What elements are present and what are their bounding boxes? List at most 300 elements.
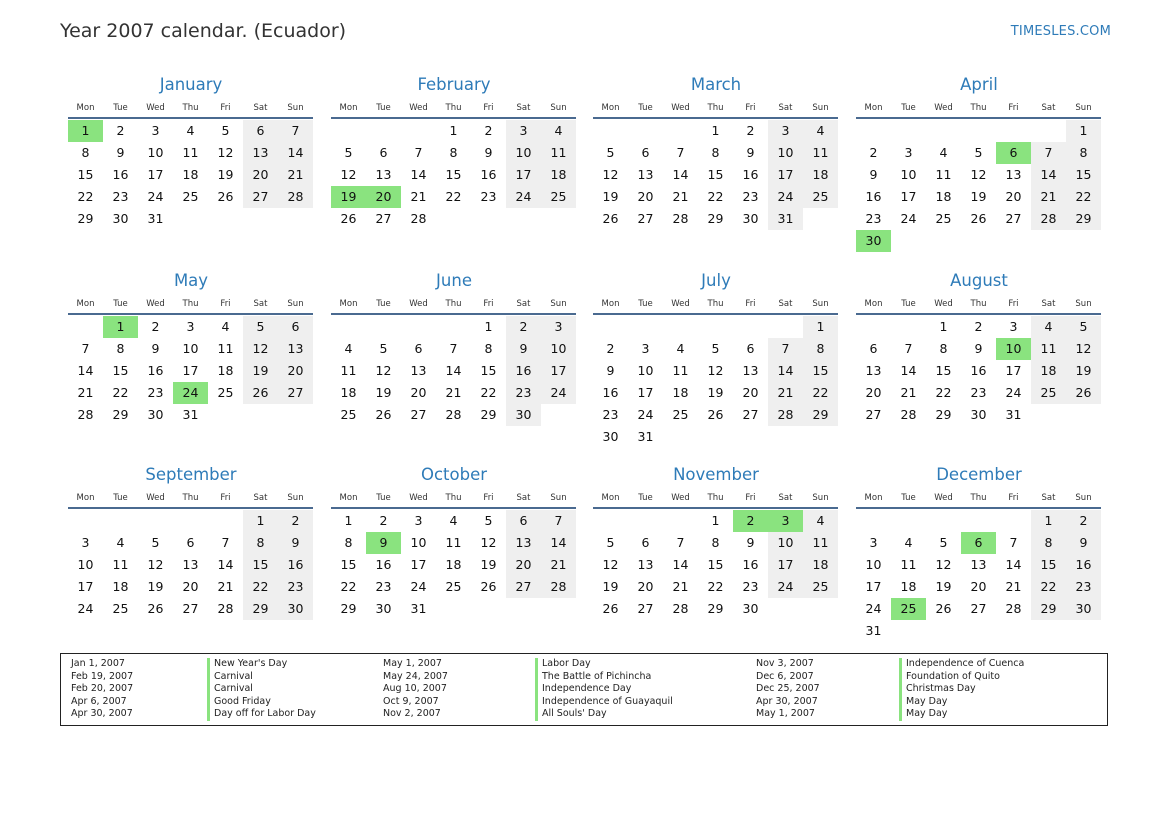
holiday-day[interactable]: 1 xyxy=(68,120,103,142)
day-cell[interactable]: 9 xyxy=(606,363,615,378)
day-cell[interactable]: 2 xyxy=(484,123,493,138)
day-cell[interactable]: 4 xyxy=(186,123,195,138)
day-cell[interactable]: 28 xyxy=(77,407,94,422)
day-cell[interactable]: 7 xyxy=(1031,142,1066,164)
day-cell[interactable]: 5 xyxy=(243,316,278,338)
day-cell[interactable]: 29 xyxy=(480,407,497,422)
day-cell[interactable]: 1 xyxy=(1031,510,1066,532)
day-cell[interactable]: 24 xyxy=(900,211,917,226)
day-cell[interactable]: 29 xyxy=(1031,598,1066,620)
day-cell[interactable]: 30 xyxy=(742,211,759,226)
day-cell[interactable]: 21 xyxy=(217,579,234,594)
day-cell[interactable]: 17 xyxy=(1005,363,1022,378)
day-cell[interactable]: 21 xyxy=(672,579,689,594)
day-cell[interactable]: 3 xyxy=(414,513,423,528)
day-cell[interactable]: 13 xyxy=(278,338,313,360)
day-cell[interactable]: 4 xyxy=(541,120,576,142)
day-cell[interactable]: 4 xyxy=(676,341,685,356)
day-cell[interactable]: 19 xyxy=(1066,360,1101,382)
day-cell[interactable]: 22 xyxy=(77,189,94,204)
day-cell[interactable]: 16 xyxy=(1066,554,1101,576)
day-cell[interactable]: 12 xyxy=(480,535,497,550)
day-cell[interactable]: 21 xyxy=(768,382,803,404)
day-cell[interactable]: 7 xyxy=(768,338,803,360)
holiday-day[interactable]: 20 xyxy=(366,186,401,208)
day-cell[interactable]: 25 xyxy=(672,407,689,422)
holiday-day[interactable]: 6 xyxy=(961,532,996,554)
day-cell[interactable]: 27 xyxy=(637,211,654,226)
day-cell[interactable]: 3 xyxy=(506,120,541,142)
day-cell[interactable]: 14 xyxy=(217,557,234,572)
day-cell[interactable]: 13 xyxy=(865,363,882,378)
day-cell[interactable]: 12 xyxy=(935,557,952,572)
day-cell[interactable]: 15 xyxy=(480,363,497,378)
day-cell[interactable]: 3 xyxy=(1009,319,1018,334)
holiday-day[interactable]: 24 xyxy=(173,382,208,404)
day-cell[interactable]: 5 xyxy=(974,145,983,160)
day-cell[interactable]: 26 xyxy=(340,211,357,226)
day-cell[interactable]: 19 xyxy=(970,189,987,204)
day-cell[interactable]: 26 xyxy=(217,189,234,204)
day-cell[interactable]: 24 xyxy=(147,189,164,204)
day-cell[interactable]: 25 xyxy=(541,186,576,208)
day-cell[interactable]: 15 xyxy=(707,557,724,572)
day-cell[interactable]: 16 xyxy=(742,557,759,572)
day-cell[interactable]: 30 xyxy=(742,601,759,616)
day-cell[interactable]: 27 xyxy=(970,601,987,616)
day-cell[interactable]: 18 xyxy=(541,164,576,186)
day-cell[interactable]: 31 xyxy=(865,623,882,638)
day-cell[interactable]: 28 xyxy=(217,601,234,616)
day-cell[interactable]: 25 xyxy=(803,186,838,208)
day-cell[interactable]: 29 xyxy=(243,598,278,620)
day-cell[interactable]: 18 xyxy=(112,579,129,594)
day-cell[interactable]: 5 xyxy=(711,341,720,356)
day-cell[interactable]: 25 xyxy=(1031,382,1066,404)
day-cell[interactable]: 15 xyxy=(340,557,357,572)
day-cell[interactable]: 18 xyxy=(803,164,838,186)
day-cell[interactable]: 11 xyxy=(445,535,462,550)
day-cell[interactable]: 22 xyxy=(935,385,952,400)
day-cell[interactable]: 14 xyxy=(672,557,689,572)
day-cell[interactable]: 13 xyxy=(375,167,392,182)
holiday-day[interactable]: 19 xyxy=(331,186,366,208)
day-cell[interactable]: 22 xyxy=(707,579,724,594)
day-cell[interactable]: 10 xyxy=(182,341,199,356)
day-cell[interactable]: 4 xyxy=(939,145,948,160)
day-cell[interactable]: 17 xyxy=(182,363,199,378)
day-cell[interactable]: 10 xyxy=(147,145,164,160)
day-cell[interactable]: 10 xyxy=(900,167,917,182)
day-cell[interactable]: 4 xyxy=(116,535,125,550)
day-cell[interactable]: 9 xyxy=(1066,532,1101,554)
day-cell[interactable]: 25 xyxy=(445,579,462,594)
day-cell[interactable]: 11 xyxy=(217,341,234,356)
day-cell[interactable]: 7 xyxy=(676,535,685,550)
day-cell[interactable]: 27 xyxy=(506,576,541,598)
day-cell[interactable]: 14 xyxy=(768,360,803,382)
day-cell[interactable]: 14 xyxy=(77,363,94,378)
day-cell[interactable]: 19 xyxy=(243,360,278,382)
day-cell[interactable]: 27 xyxy=(243,186,278,208)
day-cell[interactable]: 1 xyxy=(711,123,720,138)
day-cell[interactable]: 8 xyxy=(939,341,948,356)
day-cell[interactable]: 15 xyxy=(445,167,462,182)
day-cell[interactable]: 1 xyxy=(939,319,948,334)
day-cell[interactable]: 24 xyxy=(77,601,94,616)
day-cell[interactable]: 19 xyxy=(147,579,164,594)
day-cell[interactable]: 4 xyxy=(803,510,838,532)
holiday-day[interactable]: 3 xyxy=(768,510,803,532)
day-cell[interactable]: 27 xyxy=(278,382,313,404)
day-cell[interactable]: 26 xyxy=(375,407,392,422)
day-cell[interactable]: 30 xyxy=(112,211,129,226)
day-cell[interactable]: 12 xyxy=(243,338,278,360)
day-cell[interactable]: 31 xyxy=(410,601,427,616)
day-cell[interactable]: 21 xyxy=(1005,579,1022,594)
day-cell[interactable]: 30 xyxy=(278,598,313,620)
day-cell[interactable]: 11 xyxy=(112,557,129,572)
day-cell[interactable]: 7 xyxy=(449,341,458,356)
day-cell[interactable]: 13 xyxy=(970,557,987,572)
day-cell[interactable]: 18 xyxy=(1031,360,1066,382)
day-cell[interactable]: 2 xyxy=(1066,510,1101,532)
day-cell[interactable]: 26 xyxy=(707,407,724,422)
day-cell[interactable]: 2 xyxy=(869,145,878,160)
day-cell[interactable]: 20 xyxy=(278,360,313,382)
day-cell[interactable]: 24 xyxy=(865,601,882,616)
day-cell[interactable]: 24 xyxy=(541,382,576,404)
day-cell[interactable]: 3 xyxy=(541,316,576,338)
day-cell[interactable]: 28 xyxy=(900,407,917,422)
day-cell[interactable]: 9 xyxy=(746,535,755,550)
day-cell[interactable]: 12 xyxy=(1066,338,1101,360)
day-cell[interactable]: 21 xyxy=(77,385,94,400)
day-cell[interactable]: 9 xyxy=(869,167,878,182)
day-cell[interactable]: 11 xyxy=(541,142,576,164)
site-link[interactable]: TIMESLES.COM xyxy=(1010,24,1111,39)
day-cell[interactable]: 1 xyxy=(243,510,278,532)
day-cell[interactable]: 16 xyxy=(112,167,129,182)
day-cell[interactable]: 17 xyxy=(768,164,803,186)
day-cell[interactable]: 18 xyxy=(935,189,952,204)
day-cell[interactable]: 27 xyxy=(410,407,427,422)
day-cell[interactable]: 24 xyxy=(1005,385,1022,400)
day-cell[interactable]: 1 xyxy=(711,513,720,528)
day-cell[interactable]: 16 xyxy=(278,554,313,576)
day-cell[interactable]: 18 xyxy=(672,385,689,400)
day-cell[interactable]: 15 xyxy=(112,363,129,378)
day-cell[interactable]: 22 xyxy=(1031,576,1066,598)
day-cell[interactable]: 2 xyxy=(746,123,755,138)
day-cell[interactable]: 18 xyxy=(900,579,917,594)
day-cell[interactable]: 14 xyxy=(278,142,313,164)
day-cell[interactable]: 16 xyxy=(970,363,987,378)
day-cell[interactable]: 9 xyxy=(746,145,755,160)
day-cell[interactable]: 29 xyxy=(707,211,724,226)
day-cell[interactable]: 22 xyxy=(112,385,129,400)
day-cell[interactable]: 25 xyxy=(112,601,129,616)
day-cell[interactable]: 26 xyxy=(602,601,619,616)
day-cell[interactable]: 13 xyxy=(506,532,541,554)
day-cell[interactable]: 6 xyxy=(414,341,423,356)
day-cell[interactable]: 11 xyxy=(1031,338,1066,360)
day-cell[interactable]: 19 xyxy=(707,385,724,400)
day-cell[interactable]: 4 xyxy=(1031,316,1066,338)
day-cell[interactable]: 17 xyxy=(410,557,427,572)
day-cell[interactable]: 21 xyxy=(278,164,313,186)
day-cell[interactable]: 20 xyxy=(742,385,759,400)
day-cell[interactable]: 23 xyxy=(112,189,129,204)
day-cell[interactable]: 23 xyxy=(147,385,164,400)
day-cell[interactable]: 14 xyxy=(1005,557,1022,572)
day-cell[interactable]: 30 xyxy=(1066,598,1101,620)
day-cell[interactable]: 6 xyxy=(379,145,388,160)
day-cell[interactable]: 9 xyxy=(151,341,160,356)
day-cell[interactable]: 9 xyxy=(278,532,313,554)
day-cell[interactable]: 23 xyxy=(742,579,759,594)
day-cell[interactable]: 18 xyxy=(182,167,199,182)
day-cell[interactable]: 4 xyxy=(803,120,838,142)
day-cell[interactable]: 5 xyxy=(939,535,948,550)
day-cell[interactable]: 13 xyxy=(182,557,199,572)
day-cell[interactable]: 6 xyxy=(243,120,278,142)
day-cell[interactable]: 21 xyxy=(410,189,427,204)
day-cell[interactable]: 16 xyxy=(480,167,497,182)
day-cell[interactable]: 12 xyxy=(970,167,987,182)
day-cell[interactable]: 6 xyxy=(186,535,195,550)
day-cell[interactable]: 19 xyxy=(375,385,392,400)
day-cell[interactable]: 23 xyxy=(480,189,497,204)
day-cell[interactable]: 11 xyxy=(900,557,917,572)
day-cell[interactable]: 13 xyxy=(1005,167,1022,182)
day-cell[interactable]: 15 xyxy=(935,363,952,378)
day-cell[interactable]: 17 xyxy=(865,579,882,594)
day-cell[interactable]: 5 xyxy=(344,145,353,160)
day-cell[interactable]: 29 xyxy=(1066,208,1101,230)
day-cell[interactable]: 7 xyxy=(81,341,90,356)
day-cell[interactable]: 26 xyxy=(970,211,987,226)
day-cell[interactable]: 18 xyxy=(445,557,462,572)
day-cell[interactable]: 17 xyxy=(147,167,164,182)
day-cell[interactable]: 24 xyxy=(410,579,427,594)
day-cell[interactable]: 28 xyxy=(410,211,427,226)
day-cell[interactable]: 28 xyxy=(672,601,689,616)
day-cell[interactable]: 16 xyxy=(742,167,759,182)
day-cell[interactable]: 17 xyxy=(900,189,917,204)
day-cell[interactable]: 6 xyxy=(746,341,755,356)
day-cell[interactable]: 20 xyxy=(865,385,882,400)
day-cell[interactable]: 21 xyxy=(1031,186,1066,208)
day-cell[interactable]: 10 xyxy=(768,532,803,554)
day-cell[interactable]: 30 xyxy=(602,429,619,444)
day-cell[interactable]: 22 xyxy=(1066,186,1101,208)
day-cell[interactable]: 14 xyxy=(541,532,576,554)
day-cell[interactable]: 20 xyxy=(182,579,199,594)
day-cell[interactable]: 20 xyxy=(410,385,427,400)
day-cell[interactable]: 26 xyxy=(243,382,278,404)
day-cell[interactable]: 23 xyxy=(506,382,541,404)
day-cell[interactable]: 29 xyxy=(77,211,94,226)
day-cell[interactable]: 14 xyxy=(445,363,462,378)
day-cell[interactable]: 30 xyxy=(147,407,164,422)
day-cell[interactable]: 29 xyxy=(935,407,952,422)
day-cell[interactable]: 31 xyxy=(637,429,654,444)
day-cell[interactable]: 19 xyxy=(602,189,619,204)
day-cell[interactable]: 22 xyxy=(707,189,724,204)
day-cell[interactable]: 15 xyxy=(1066,164,1101,186)
day-cell[interactable]: 22 xyxy=(480,385,497,400)
day-cell[interactable]: 21 xyxy=(672,189,689,204)
day-cell[interactable]: 12 xyxy=(340,167,357,182)
day-cell[interactable]: 9 xyxy=(484,145,493,160)
day-cell[interactable]: 5 xyxy=(606,145,615,160)
day-cell[interactable]: 17 xyxy=(637,385,654,400)
day-cell[interactable]: 11 xyxy=(803,142,838,164)
day-cell[interactable]: 10 xyxy=(77,557,94,572)
day-cell[interactable]: 8 xyxy=(449,145,458,160)
day-cell[interactable]: 16 xyxy=(147,363,164,378)
day-cell[interactable]: 28 xyxy=(672,211,689,226)
day-cell[interactable]: 20 xyxy=(1005,189,1022,204)
day-cell[interactable]: 27 xyxy=(637,601,654,616)
day-cell[interactable]: 23 xyxy=(1066,576,1101,598)
day-cell[interactable]: 9 xyxy=(974,341,983,356)
day-cell[interactable]: 3 xyxy=(81,535,90,550)
day-cell[interactable]: 30 xyxy=(506,404,541,426)
day-cell[interactable]: 3 xyxy=(768,120,803,142)
day-cell[interactable]: 27 xyxy=(1005,211,1022,226)
day-cell[interactable]: 25 xyxy=(340,407,357,422)
day-cell[interactable]: 8 xyxy=(711,145,720,160)
holiday-day[interactable]: 30 xyxy=(856,230,891,252)
day-cell[interactable]: 26 xyxy=(480,579,497,594)
day-cell[interactable]: 7 xyxy=(278,120,313,142)
day-cell[interactable]: 27 xyxy=(742,407,759,422)
day-cell[interactable]: 18 xyxy=(340,385,357,400)
day-cell[interactable]: 15 xyxy=(707,167,724,182)
holiday-day[interactable]: 10 xyxy=(996,338,1031,360)
day-cell[interactable]: 30 xyxy=(970,407,987,422)
day-cell[interactable]: 13 xyxy=(410,363,427,378)
holiday-day[interactable]: 1 xyxy=(103,316,138,338)
holiday-day[interactable]: 2 xyxy=(733,510,768,532)
day-cell[interactable]: 2 xyxy=(974,319,983,334)
day-cell[interactable]: 31 xyxy=(768,208,803,230)
day-cell[interactable]: 8 xyxy=(344,535,353,550)
day-cell[interactable]: 22 xyxy=(445,189,462,204)
day-cell[interactable]: 17 xyxy=(541,360,576,382)
day-cell[interactable]: 6 xyxy=(641,535,650,550)
day-cell[interactable]: 17 xyxy=(77,579,94,594)
day-cell[interactable]: 12 xyxy=(602,167,619,182)
day-cell[interactable]: 24 xyxy=(768,186,803,208)
day-cell[interactable]: 7 xyxy=(904,341,913,356)
day-cell[interactable]: 23 xyxy=(375,579,392,594)
day-cell[interactable]: 31 xyxy=(1005,407,1022,422)
day-cell[interactable]: 24 xyxy=(768,576,803,598)
day-cell[interactable]: 11 xyxy=(935,167,952,182)
day-cell[interactable]: 17 xyxy=(506,164,541,186)
day-cell[interactable]: 5 xyxy=(379,341,388,356)
day-cell[interactable]: 20 xyxy=(637,189,654,204)
day-cell[interactable]: 12 xyxy=(602,557,619,572)
day-cell[interactable]: 6 xyxy=(641,145,650,160)
day-cell[interactable]: 25 xyxy=(217,385,234,400)
day-cell[interactable]: 16 xyxy=(602,385,619,400)
day-cell[interactable]: 3 xyxy=(641,341,650,356)
holiday-day[interactable]: 6 xyxy=(996,142,1031,164)
day-cell[interactable]: 13 xyxy=(637,167,654,182)
day-cell[interactable]: 10 xyxy=(410,535,427,550)
day-cell[interactable]: 3 xyxy=(186,319,195,334)
day-cell[interactable]: 3 xyxy=(904,145,913,160)
day-cell[interactable]: 30 xyxy=(375,601,392,616)
day-cell[interactable]: 20 xyxy=(637,579,654,594)
day-cell[interactable]: 22 xyxy=(340,579,357,594)
day-cell[interactable]: 15 xyxy=(243,554,278,576)
holiday-day[interactable]: 25 xyxy=(891,598,926,620)
day-cell[interactable]: 10 xyxy=(637,363,654,378)
day-cell[interactable]: 19 xyxy=(217,167,234,182)
day-cell[interactable]: 11 xyxy=(803,532,838,554)
day-cell[interactable]: 7 xyxy=(221,535,230,550)
day-cell[interactable]: 10 xyxy=(865,557,882,572)
day-cell[interactable]: 3 xyxy=(869,535,878,550)
day-cell[interactable]: 17 xyxy=(768,554,803,576)
day-cell[interactable]: 29 xyxy=(112,407,129,422)
day-cell[interactable]: 14 xyxy=(672,167,689,182)
day-cell[interactable]: 19 xyxy=(480,557,497,572)
day-cell[interactable]: 7 xyxy=(414,145,423,160)
day-cell[interactable]: 23 xyxy=(865,211,882,226)
day-cell[interactable]: 2 xyxy=(606,341,615,356)
day-cell[interactable]: 1 xyxy=(344,513,353,528)
day-cell[interactable]: 28 xyxy=(1005,601,1022,616)
day-cell[interactable]: 12 xyxy=(707,363,724,378)
day-cell[interactable]: 8 xyxy=(81,145,90,160)
day-cell[interactable]: 28 xyxy=(278,186,313,208)
day-cell[interactable]: 25 xyxy=(935,211,952,226)
day-cell[interactable]: 1 xyxy=(449,123,458,138)
day-cell[interactable]: 20 xyxy=(243,164,278,186)
day-cell[interactable]: 12 xyxy=(217,145,234,160)
day-cell[interactable]: 20 xyxy=(506,554,541,576)
day-cell[interactable]: 21 xyxy=(445,385,462,400)
day-cell[interactable]: 5 xyxy=(151,535,160,550)
day-cell[interactable]: 8 xyxy=(243,532,278,554)
day-cell[interactable]: 9 xyxy=(116,145,125,160)
day-cell[interactable]: 19 xyxy=(602,579,619,594)
day-cell[interactable]: 19 xyxy=(935,579,952,594)
day-cell[interactable]: 7 xyxy=(541,510,576,532)
day-cell[interactable]: 5 xyxy=(1066,316,1101,338)
day-cell[interactable]: 8 xyxy=(1031,532,1066,554)
day-cell[interactable]: 1 xyxy=(1066,120,1101,142)
day-cell[interactable]: 11 xyxy=(672,363,689,378)
day-cell[interactable]: 8 xyxy=(1066,142,1101,164)
day-cell[interactable]: 22 xyxy=(803,382,838,404)
day-cell[interactable]: 15 xyxy=(1031,554,1066,576)
day-cell[interactable]: 6 xyxy=(278,316,313,338)
day-cell[interactable]: 8 xyxy=(484,341,493,356)
day-cell[interactable]: 2 xyxy=(116,123,125,138)
day-cell[interactable]: 2 xyxy=(151,319,160,334)
day-cell[interactable]: 7 xyxy=(1009,535,1018,550)
day-cell[interactable]: 2 xyxy=(506,316,541,338)
day-cell[interactable]: 14 xyxy=(1031,164,1066,186)
day-cell[interactable]: 28 xyxy=(541,576,576,598)
